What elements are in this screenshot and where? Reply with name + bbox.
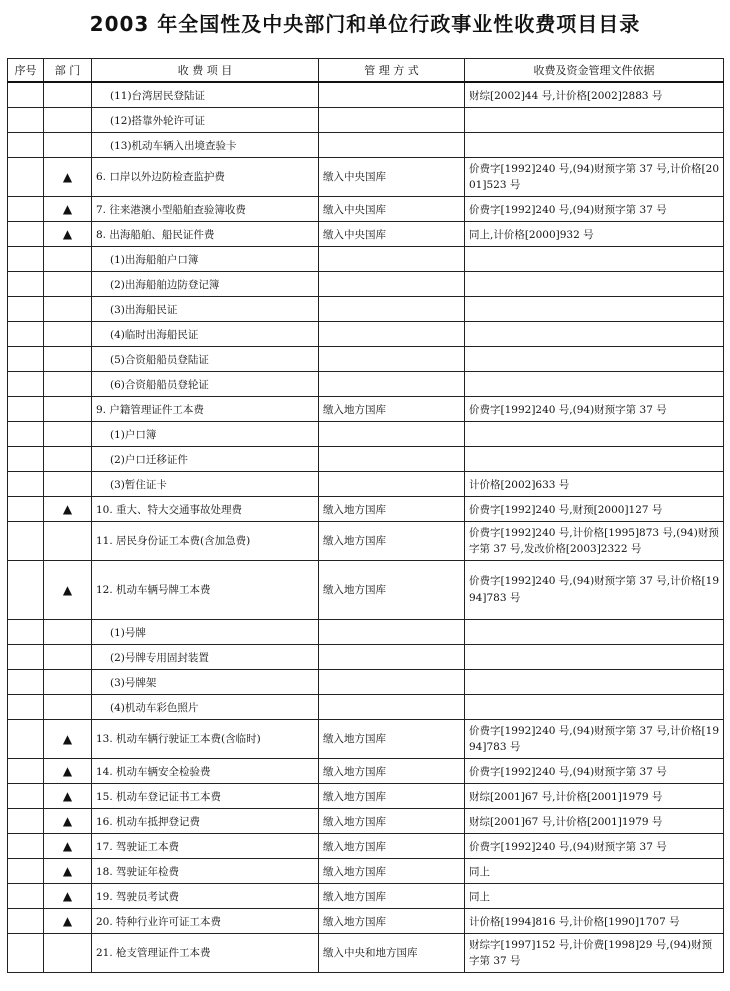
- fee-item-cell: 21. 枪支管理证件工本费: [92, 934, 319, 973]
- table-row: [8, 809, 724, 834]
- fee-item-cell: (1)号牌: [92, 620, 319, 645]
- index-cell: [8, 322, 44, 347]
- column-header-department: 部 门: [44, 59, 92, 83]
- management-method-cell: 缴入地方国库: [319, 809, 465, 834]
- management-method-cell: 缴入地方国库: [319, 834, 465, 859]
- legal-basis-cell: [465, 372, 724, 397]
- fee-item-cell: (2)号牌专用固封装置: [92, 645, 319, 670]
- table-row: [8, 522, 724, 561]
- fee-item-cell: 15. 机动车登记证书工本费: [92, 784, 319, 809]
- column-header-index: 序号: [8, 59, 44, 83]
- fee-item-cell: 6. 口岸以外边防检查监护费: [92, 158, 319, 197]
- index-cell: [8, 834, 44, 859]
- fee-item-cell: 9. 户籍管理证件工本费: [92, 397, 319, 422]
- department-mark-cell: [44, 472, 92, 497]
- department-mark-cell: ▲: [44, 884, 92, 909]
- management-method-cell: [319, 322, 465, 347]
- department-mark-cell: [44, 422, 92, 447]
- department-mark-cell: [44, 447, 92, 472]
- index-cell: [8, 108, 44, 133]
- management-method-cell: 缴入中央国库: [319, 158, 465, 197]
- index-cell: [8, 522, 44, 561]
- management-method-cell: 缴入地方国库: [319, 397, 465, 422]
- fee-item-cell: (1)户口簿: [92, 422, 319, 447]
- management-method-cell: 缴入中央国库: [319, 222, 465, 247]
- management-method-cell: [319, 372, 465, 397]
- table-row: [8, 620, 724, 645]
- fee-item-cell: (13)机动车辆入出境查验卡: [92, 133, 319, 158]
- management-method-cell: 缴入中央和地方国库: [319, 934, 465, 973]
- index-cell: [8, 297, 44, 322]
- column-header-legal-basis: 收费及资金管理文件依据: [465, 59, 724, 83]
- table-row: [8, 158, 724, 197]
- management-method-cell: [319, 133, 465, 158]
- department-mark-cell: ▲: [44, 784, 92, 809]
- fee-item-cell: 11. 居民身份证工本费(含加急费): [92, 522, 319, 561]
- department-mark-cell: [44, 695, 92, 720]
- index-cell: [8, 397, 44, 422]
- legal-basis-cell: 价费字[1992]240 号,(94)财预字第 37 号,计价格[1994]783 号: [465, 720, 724, 759]
- index-cell: [8, 909, 44, 934]
- management-method-cell: 缴入地方国库: [319, 561, 465, 620]
- department-mark-cell: [44, 322, 92, 347]
- table-row: [8, 834, 724, 859]
- department-mark-cell: [44, 670, 92, 695]
- management-method-cell: [319, 247, 465, 272]
- table-row: [8, 909, 724, 934]
- fee-item-cell: (6)合资船船员登轮证: [92, 372, 319, 397]
- legal-basis-cell: [465, 133, 724, 158]
- department-mark-cell: ▲: [44, 497, 92, 522]
- department-mark-cell: [44, 272, 92, 297]
- index-cell: [8, 197, 44, 222]
- legal-basis-cell: 财综[2001]67 号,计价格[2001]1979 号: [465, 809, 724, 834]
- table-row: [8, 347, 724, 372]
- index-cell: [8, 809, 44, 834]
- department-mark-cell: [44, 247, 92, 272]
- fee-item-cell: 19. 驾驶员考试费: [92, 884, 319, 909]
- fee-item-cell: (12)搭靠外轮许可证: [92, 108, 319, 133]
- department-mark-cell: [44, 522, 92, 561]
- fee-item-cell: (4)机动车彩色照片: [92, 695, 319, 720]
- table-row: [8, 197, 724, 222]
- fee-item-cell: (11)台湾居民登陆证: [92, 82, 319, 108]
- legal-basis-cell: 同上: [465, 859, 724, 884]
- index-cell: [8, 247, 44, 272]
- management-method-cell: [319, 422, 465, 447]
- fee-item-cell: 13. 机动车辆行驶证工本费(含临时): [92, 720, 319, 759]
- legal-basis-cell: 价费字[1992]240 号,(94)财预字第 37 号: [465, 197, 724, 222]
- table-row: [8, 82, 724, 108]
- fee-item-cell: (3)出海船民证: [92, 297, 319, 322]
- fee-table: [7, 58, 724, 973]
- fee-item-cell: 14. 机动车辆安全检验费: [92, 759, 319, 784]
- department-mark-cell: [44, 347, 92, 372]
- legal-basis-cell: 财综[2002]44 号,计价格[2002]2883 号: [465, 82, 724, 108]
- department-mark-cell: [44, 133, 92, 158]
- table-row: [8, 297, 724, 322]
- index-cell: [8, 620, 44, 645]
- legal-basis-cell: 价费字[1992]240 号,(94)财预字第 37 号: [465, 834, 724, 859]
- table-row: [8, 934, 724, 973]
- table-row: [8, 561, 724, 620]
- index-cell: [8, 695, 44, 720]
- department-mark-cell: [44, 297, 92, 322]
- table-row: [8, 759, 724, 784]
- table-body: [8, 82, 724, 973]
- legal-basis-cell: [465, 272, 724, 297]
- management-method-cell: 缴入地方国库: [319, 784, 465, 809]
- management-method-cell: 缴入地方国库: [319, 909, 465, 934]
- fee-item-cell: 16. 机动车抵押登记费: [92, 809, 319, 834]
- fee-item-cell: (4)临时出海船民证: [92, 322, 319, 347]
- index-cell: [8, 645, 44, 670]
- index-cell: [8, 422, 44, 447]
- legal-basis-cell: 计价格[1994]816 号,计价格[1990]1707 号: [465, 909, 724, 934]
- column-header-management-method: 管 理 方 式: [319, 59, 465, 83]
- management-method-cell: [319, 108, 465, 133]
- table-row: [8, 859, 724, 884]
- management-method-cell: [319, 620, 465, 645]
- department-mark-cell: [44, 82, 92, 108]
- table-row: [8, 884, 724, 909]
- fee-item-cell: 12. 机动车辆号牌工本费: [92, 561, 319, 620]
- management-method-cell: [319, 347, 465, 372]
- department-mark-cell: [44, 108, 92, 133]
- fee-item-cell: 17. 驾驶证工本费: [92, 834, 319, 859]
- management-method-cell: 缴入地方国库: [319, 522, 465, 561]
- department-mark-cell: ▲: [44, 561, 92, 620]
- legal-basis-cell: [465, 247, 724, 272]
- table-row: [8, 133, 724, 158]
- index-cell: [8, 82, 44, 108]
- department-mark-cell: ▲: [44, 222, 92, 247]
- index-cell: [8, 272, 44, 297]
- legal-basis-cell: [465, 297, 724, 322]
- legal-basis-cell: 价费字[1992]240 号,计价格[1995]873 号,(94)财预字第 37 号,发改价格[2003]2322 号: [465, 522, 724, 561]
- management-method-cell: [319, 297, 465, 322]
- table-row: [8, 372, 724, 397]
- index-cell: [8, 133, 44, 158]
- page-title: 2003 年全国性及中央部门和单位行政事业性收费项目目录: [89, 12, 641, 36]
- fee-item-cell: 7. 往来港澳小型船舶查验簿收费: [92, 197, 319, 222]
- index-cell: [8, 497, 44, 522]
- legal-basis-cell: [465, 645, 724, 670]
- fee-item-cell: 8. 出海船舶、船民证件费: [92, 222, 319, 247]
- management-method-cell: 缴入地方国库: [319, 720, 465, 759]
- table-row: [8, 784, 724, 809]
- department-mark-cell: [44, 645, 92, 670]
- department-mark-cell: ▲: [44, 720, 92, 759]
- fee-item-cell: 18. 驾驶证年检费: [92, 859, 319, 884]
- fee-item-cell: (2)户口迁移证件: [92, 447, 319, 472]
- management-method-cell: 缴入地方国库: [319, 759, 465, 784]
- index-cell: [8, 561, 44, 620]
- index-cell: [8, 472, 44, 497]
- legal-basis-cell: 价费字[1992]240 号,财预[2000]127 号: [465, 497, 724, 522]
- fee-item-cell: 10. 重大、特大交通事故处理费: [92, 497, 319, 522]
- department-mark-cell: ▲: [44, 859, 92, 884]
- legal-basis-cell: [465, 422, 724, 447]
- index-cell: [8, 222, 44, 247]
- legal-basis-cell: 同上,计价格[2000]932 号: [465, 222, 724, 247]
- legal-basis-cell: 财综[2001]67 号,计价格[2001]1979 号: [465, 784, 724, 809]
- legal-basis-cell: [465, 620, 724, 645]
- department-mark-cell: ▲: [44, 158, 92, 197]
- management-method-cell: [319, 670, 465, 695]
- index-cell: [8, 720, 44, 759]
- legal-basis-cell: 价费字[1992]240 号,(94)财预字第 37 号: [465, 397, 724, 422]
- fee-item-cell: (1)出海船舶户口簿: [92, 247, 319, 272]
- table-row: [8, 222, 724, 247]
- legal-basis-cell: [465, 322, 724, 347]
- management-method-cell: 缴入地方国库: [319, 884, 465, 909]
- fee-item-cell: (3)暂住证卡: [92, 472, 319, 497]
- department-mark-cell: ▲: [44, 909, 92, 934]
- legal-basis-cell: 价费字[1992]240 号,(94)财预字第 37 号: [465, 759, 724, 784]
- table-row: [8, 447, 724, 472]
- department-mark-cell: ▲: [44, 809, 92, 834]
- index-cell: [8, 784, 44, 809]
- legal-basis-cell: 计价格[2002]633 号: [465, 472, 724, 497]
- table-row: [8, 645, 724, 670]
- management-method-cell: [319, 472, 465, 497]
- fee-item-cell: (5)合资船船员登陆证: [92, 347, 319, 372]
- table-row: [8, 272, 724, 297]
- index-cell: [8, 934, 44, 973]
- legal-basis-cell: 价费字[1992]240 号,(94)财预字第 37 号,计价格[2001]523 号: [465, 158, 724, 197]
- index-cell: [8, 158, 44, 197]
- department-mark-cell: ▲: [44, 197, 92, 222]
- index-cell: [8, 347, 44, 372]
- index-cell: [8, 884, 44, 909]
- table-row: [8, 472, 724, 497]
- management-method-cell: [319, 695, 465, 720]
- table-row: [8, 247, 724, 272]
- legal-basis-cell: [465, 347, 724, 372]
- management-method-cell: [319, 645, 465, 670]
- management-method-cell: [319, 272, 465, 297]
- legal-basis-cell: [465, 447, 724, 472]
- management-method-cell: 缴入中央国库: [319, 197, 465, 222]
- department-mark-cell: [44, 934, 92, 973]
- index-cell: [8, 670, 44, 695]
- legal-basis-cell: 同上: [465, 884, 724, 909]
- legal-basis-cell: [465, 108, 724, 133]
- department-mark-cell: ▲: [44, 759, 92, 784]
- department-mark-cell: [44, 372, 92, 397]
- table-row: [8, 322, 724, 347]
- table-row: [8, 397, 724, 422]
- management-method-cell: 缴入地方国库: [319, 859, 465, 884]
- fee-item-cell: (3)号牌架: [92, 670, 319, 695]
- department-mark-cell: [44, 620, 92, 645]
- fee-item-cell: 20. 特种行业许可证工本费: [92, 909, 319, 934]
- index-cell: [8, 759, 44, 784]
- department-mark-cell: [44, 397, 92, 422]
- table-header-row: [8, 59, 724, 83]
- table-row: [8, 497, 724, 522]
- management-method-cell: 缴入地方国库: [319, 497, 465, 522]
- fee-item-cell: (2)出海船舶边防登记簿: [92, 272, 319, 297]
- index-cell: [8, 372, 44, 397]
- management-method-cell: [319, 447, 465, 472]
- table-row: [8, 422, 724, 447]
- table-row: [8, 670, 724, 695]
- table-row: [8, 695, 724, 720]
- legal-basis-cell: [465, 670, 724, 695]
- column-header-fee-item: 收 费 项 目: [92, 59, 319, 83]
- table-row: [8, 720, 724, 759]
- legal-basis-cell: 价费字[1992]240 号,(94)财预字第 37 号,计价格[1994]783 号: [465, 561, 724, 620]
- department-mark-cell: ▲: [44, 834, 92, 859]
- index-cell: [8, 447, 44, 472]
- index-cell: [8, 859, 44, 884]
- table-row: [8, 108, 724, 133]
- legal-basis-cell: [465, 695, 724, 720]
- legal-basis-cell: 财综字[1997]152 号,计价费[1998]29 号,(94)财预字第 37 号: [465, 934, 724, 973]
- management-method-cell: [319, 82, 465, 108]
